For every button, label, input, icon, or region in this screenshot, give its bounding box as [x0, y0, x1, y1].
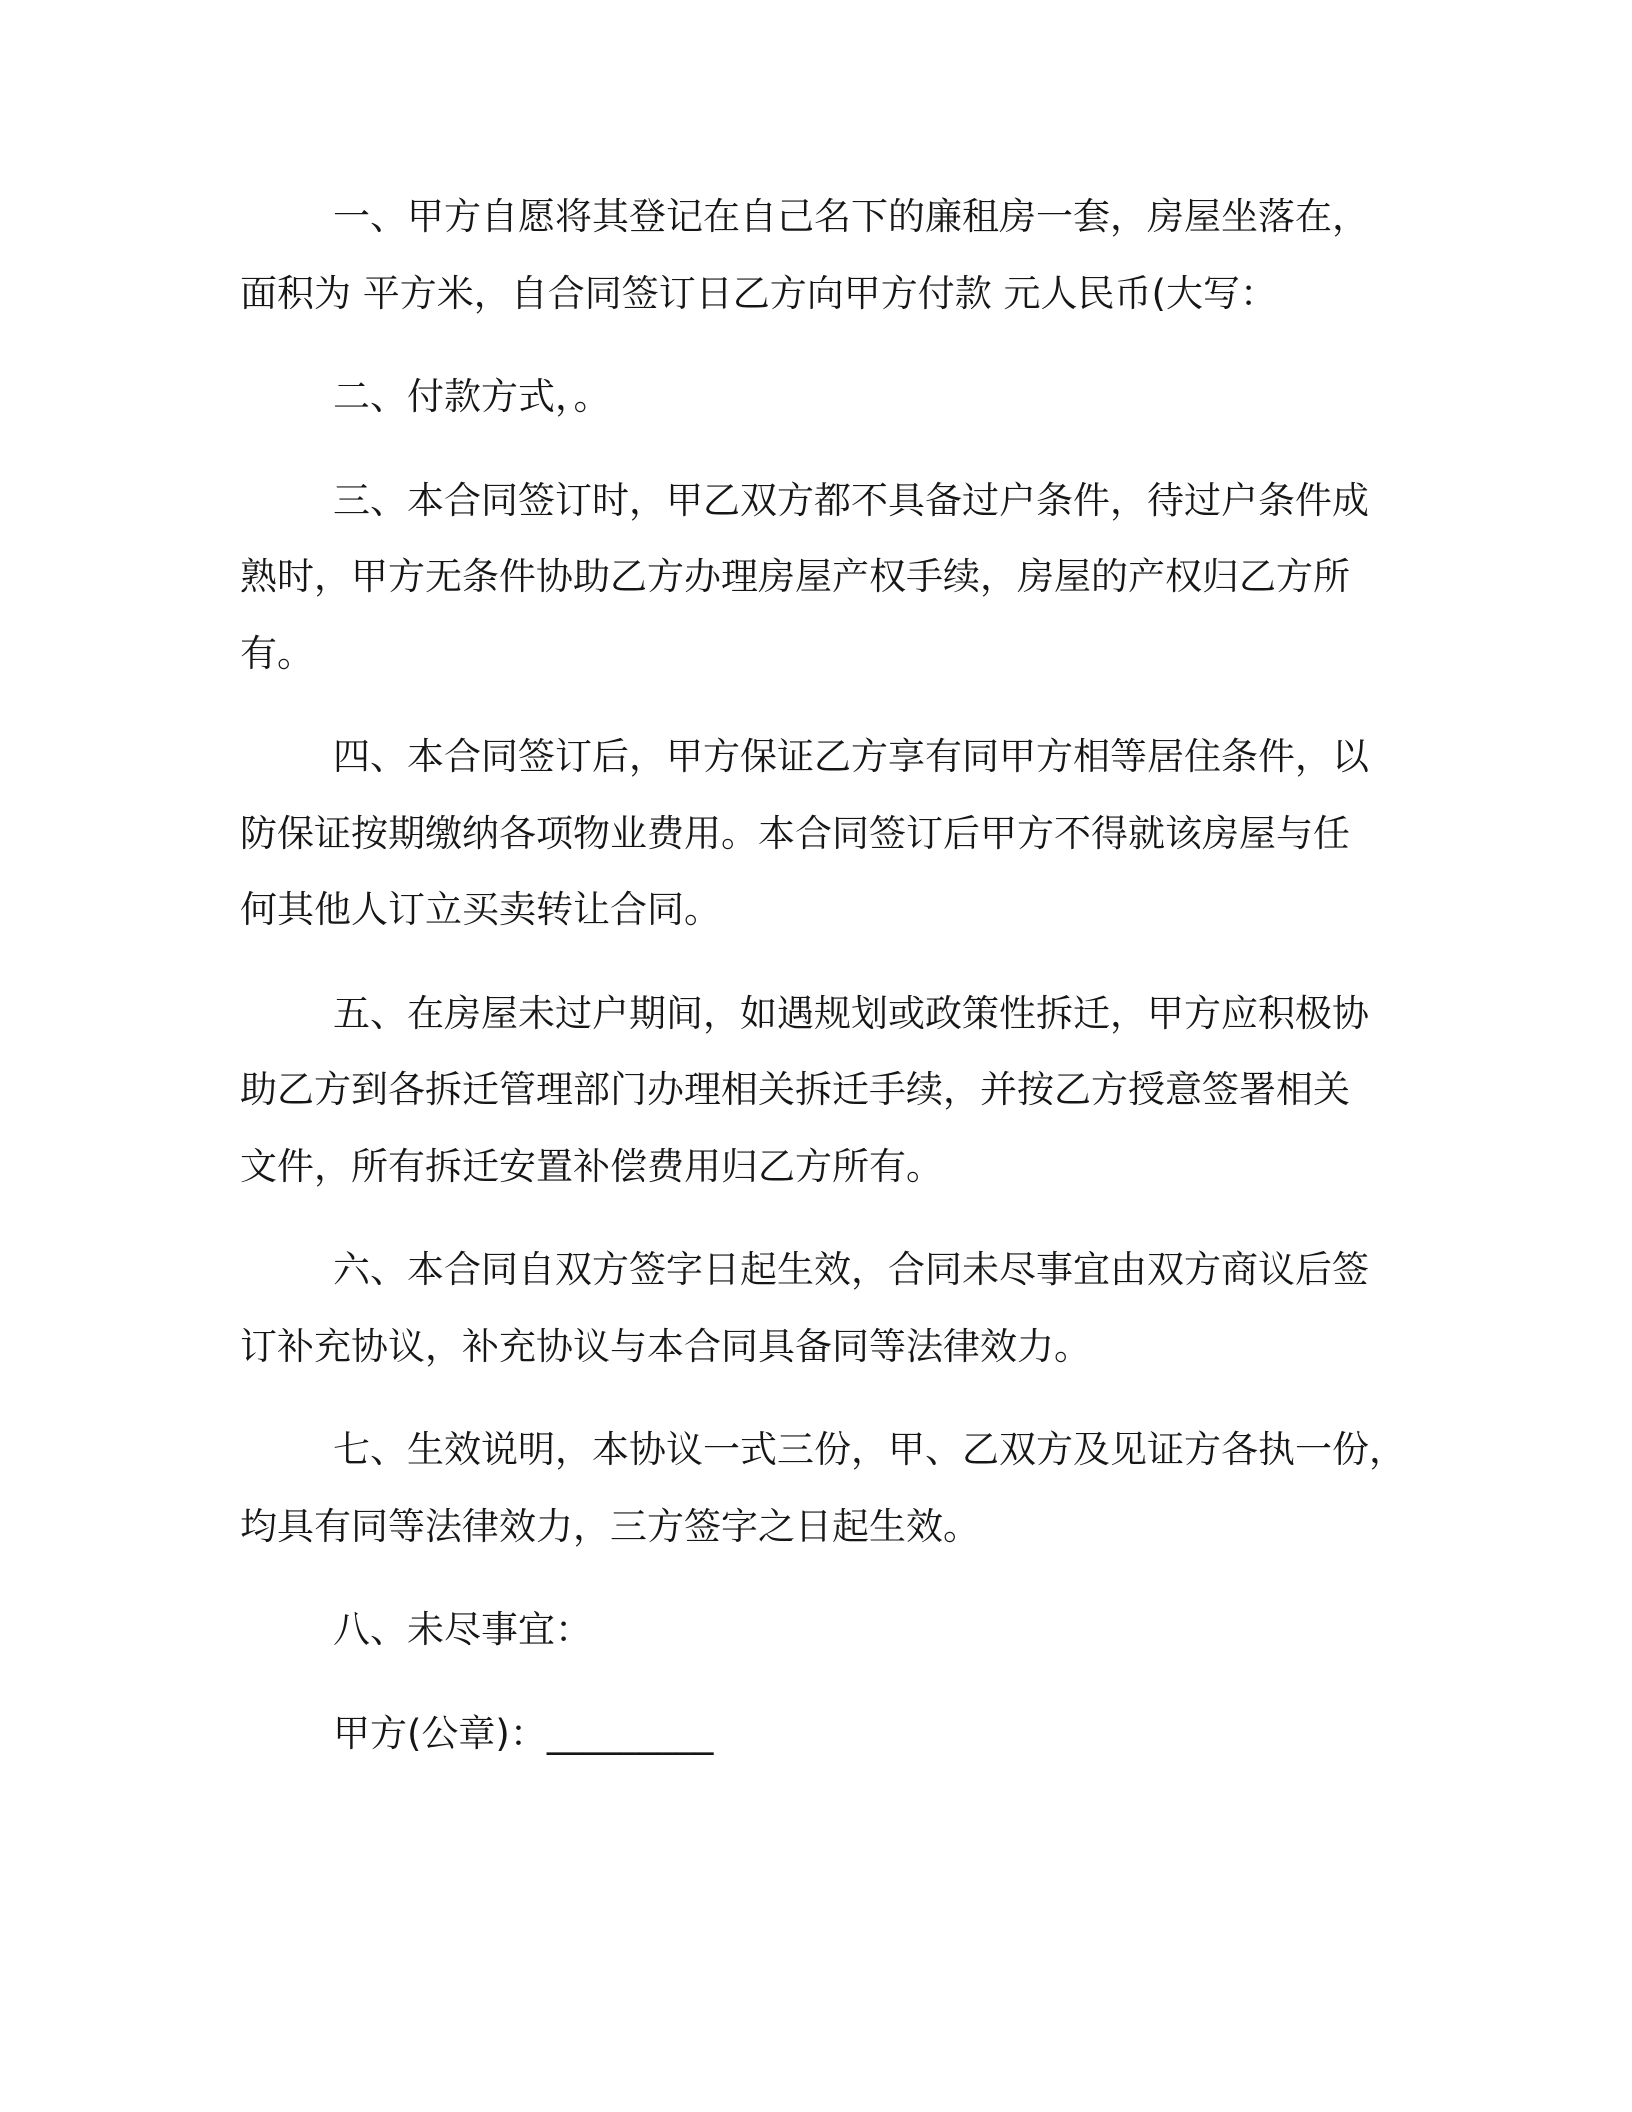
- clause-8: [240, 1592, 1632, 1669]
- clause-5: [240, 976, 1632, 1206]
- clause-8-line-1: 八、未尽事宜：: [333, 1608, 592, 1651]
- clause-7: [240, 1412, 1632, 1565]
- clause-3-line-3: 有。: [240, 631, 314, 675]
- party-a-signature-line: 甲方(公章)：_________: [333, 1711, 714, 1755]
- clause-6: [240, 1232, 1632, 1385]
- clause-7-line-2: 均具有同等法律效力，三方签字之日起生效。: [240, 1504, 980, 1548]
- clause-3-line-2: 熟时，甲方无条件协助乙方办理房屋产权手续，房屋的产权归乙方所: [240, 555, 1350, 598]
- clause-5-line-3: 文件，所有拆迁安置补偿费用归乙方所有。: [240, 1144, 943, 1188]
- party-a-signature: [240, 1696, 1632, 1773]
- clause-5-line-2: 助乙方到各拆迁管理部门办理相关拆迁手续，并按乙方授意签署相关: [240, 1068, 1350, 1111]
- clause-3: [240, 463, 1632, 693]
- clause-1-line-1: 一、甲方自愿将其登记在自己名下的廉租房一套，房屋坐落在，: [333, 195, 1369, 238]
- clause-3-line-1: 三、本合同签订时，甲乙双方都不具备过户条件，待过户条件成: [333, 478, 1369, 522]
- clause-2-line-1: 二、付款方式，。: [333, 375, 611, 418]
- clause-4-line-3: 何其他人订立买卖转让合同。: [240, 888, 721, 931]
- clause-2: [240, 359, 1632, 436]
- clause-6-line-2: 订补充协议，补充协议与本合同具备同等法律效力。: [240, 1324, 1091, 1368]
- clause-4-line-1: 四、本合同签订后，甲方保证乙方享有同甲方相等居住条件，以: [333, 735, 1369, 778]
- clause-1: [240, 179, 1632, 332]
- clause-5-line-1: 五、在房屋未过户期间，如遇规划或政策性拆迁，甲方应积极协: [333, 991, 1369, 1035]
- clause-4-line-2: 防保证按期缴纳各项物业费用。本合同签订后甲方不得就该房屋与任: [240, 811, 1350, 855]
- clause-4: [240, 719, 1632, 949]
- clause-7-line-1: 七、生效说明，本协议一式三份，甲、乙双方及见证方各执一份，: [333, 1428, 1406, 1471]
- clause-6-line-1: 六、本合同自双方签字日起生效，合同未尽事宜由双方商议后签: [333, 1248, 1369, 1291]
- clause-1-line-2: 面积为 平方米，自合同签订日乙方向甲方付款 元人民币(大写：: [240, 271, 1277, 315]
